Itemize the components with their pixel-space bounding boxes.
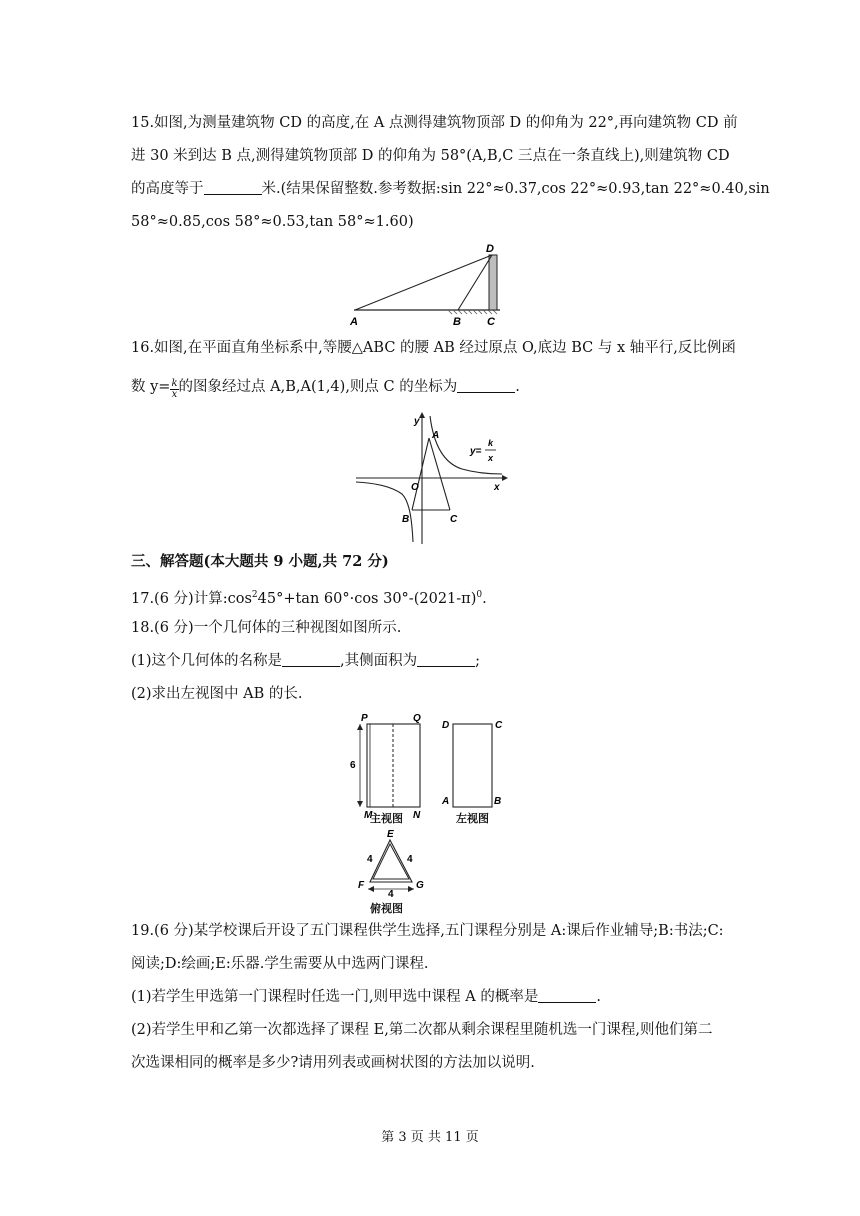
building-cd: [489, 255, 497, 310]
label-b: B: [494, 796, 502, 807]
q18-line2: [131, 651, 741, 671]
q19-line3b: .: [596, 989, 601, 1005]
answer-blank: [417, 652, 475, 667]
q15-line3b: 米.(结果保留整数.参考数据:sin 22°≈0.37,cos 22°≈0.93,tan 22°≈0.40,sin: [261, 181, 770, 197]
front-view-figure: [350, 710, 434, 824]
answer-blank: [457, 378, 515, 393]
label-n: N: [413, 810, 421, 821]
fraction-numerator: k: [171, 378, 178, 389]
top-view-caption: 俯视图: [370, 902, 403, 915]
q17-text-b: 45°+tan 60°·cos 30°-(2021-π): [257, 590, 477, 607]
label-y: y: [414, 416, 420, 427]
q19-line4: (2)若学生甲和乙第一次都选择了课程 E,第二次都从剩余课程里随机选一门课程,则他们第二: [131, 1022, 713, 1038]
q16-line2: [131, 377, 741, 400]
label-d: D: [442, 720, 450, 731]
label-c: C: [495, 720, 503, 731]
front-view-caption: 主视图: [370, 812, 403, 825]
label-o: O: [411, 482, 419, 493]
label-m: M: [364, 810, 373, 821]
page-number: 第 3 页 共 11 页: [381, 1130, 479, 1145]
func-y: y=: [470, 446, 482, 457]
left-view-caption: 左视图: [456, 812, 489, 825]
q16-line2c: .: [515, 379, 520, 395]
top-view-figure: [352, 826, 432, 900]
label-f: F: [358, 880, 365, 891]
label-e: E: [387, 829, 394, 840]
ground-hatching: [448, 310, 497, 314]
section-title: 三、解答题(本大题共 9 小题,共 72 分): [131, 553, 389, 570]
left-view-figure: [438, 710, 508, 810]
fraction-denominator: x: [171, 389, 178, 400]
page-footer: [0, 1126, 860, 1145]
q15-line4: 58°≈0.85,cos 58°≈0.53,tan 58°≈1.60): [131, 214, 414, 230]
q15-line2: 进 30 米到达 B 点,测得建筑物顶部 D 的仰角为 58°(A,B,C 三点在一条直线上),则建筑物 CD: [131, 148, 730, 164]
label-x: x: [494, 482, 500, 493]
label-g: G: [416, 880, 424, 891]
q18-line1: 18.(6 分)一个几何体的三种视图如图所示.: [131, 620, 402, 636]
label-a: A: [432, 430, 440, 441]
q19-line5: 次选课相同的概率是多少?请用列表或画树状图的方法加以说明.: [131, 1055, 535, 1071]
q19-line3a: (1)若学生甲选第一门课程时任选一门,则甲选中课程 A 的概率是: [131, 989, 539, 1005]
q18-line2b: ,其侧面积为: [340, 653, 418, 669]
dim-6: 6: [350, 760, 356, 771]
q17-line: [131, 585, 741, 609]
q16-line2a: 数 y=: [131, 379, 171, 395]
label-d: D: [486, 243, 494, 255]
answer-blank: [538, 988, 596, 1003]
label-c: C: [487, 316, 495, 328]
label-p: P: [361, 713, 368, 724]
q19-line3: [131, 987, 741, 1007]
label-b: B: [453, 316, 461, 328]
answer-blank: [204, 180, 262, 195]
label-c: C: [450, 514, 458, 525]
label-a: A: [442, 796, 450, 807]
dim-left-4: 4: [367, 854, 373, 865]
q18-line3: (2)求出左视图中 AB 的长.: [131, 686, 303, 702]
q16-line1: 16.如图,在平面直角坐标系中,等腰△ABC 的腰 AB 经过原点 O,底边 BC 与 x 轴平行,反比例函: [131, 340, 736, 356]
func-k: k: [488, 438, 494, 448]
q15-line1: 15.如图,为测量建筑物 CD 的高度,在 A 点测得建筑物顶部 D 的仰角为 22°,再向建筑物 CD 前: [131, 115, 738, 131]
fraction-k-over-x: [170, 379, 178, 400]
answer-blank: [282, 652, 340, 667]
q15-figure: [348, 240, 508, 328]
q19-line1: 19.(6 分)某学校课后开设了五门课程供学生选择,五门课程分别是 A:课后作业辅导;B:书法;C:: [131, 923, 724, 939]
label-a: A: [350, 316, 358, 328]
q18-line2c: ;: [475, 653, 481, 669]
q17-sup2: 2: [251, 590, 258, 600]
q16-figure: [354, 410, 510, 546]
label-b: B: [402, 514, 410, 525]
label-q: Q: [413, 713, 421, 724]
q17-sup0: 0: [476, 590, 483, 600]
hyperbola-branch-3: [356, 482, 413, 542]
q17-text-a: 17.(6 分)计算:cos: [131, 590, 252, 607]
func-x: x: [488, 453, 494, 463]
q15-line3: [131, 179, 770, 199]
dim-bottom-4: 4: [388, 889, 394, 900]
q16-line2b: 的图象经过点 A,B,A(1,4),则点 C 的坐标为: [178, 379, 458, 395]
q17-text-c: .: [482, 590, 487, 607]
q19-line2: 阅读;D:绘画;E:乐器.学生需要从中选两门课程.: [131, 956, 429, 972]
dim-right-4: 4: [407, 854, 413, 865]
q18-line2a: (1)这个几何体的名称是: [131, 653, 283, 669]
q15-line3a: 的高度等于: [131, 181, 204, 197]
